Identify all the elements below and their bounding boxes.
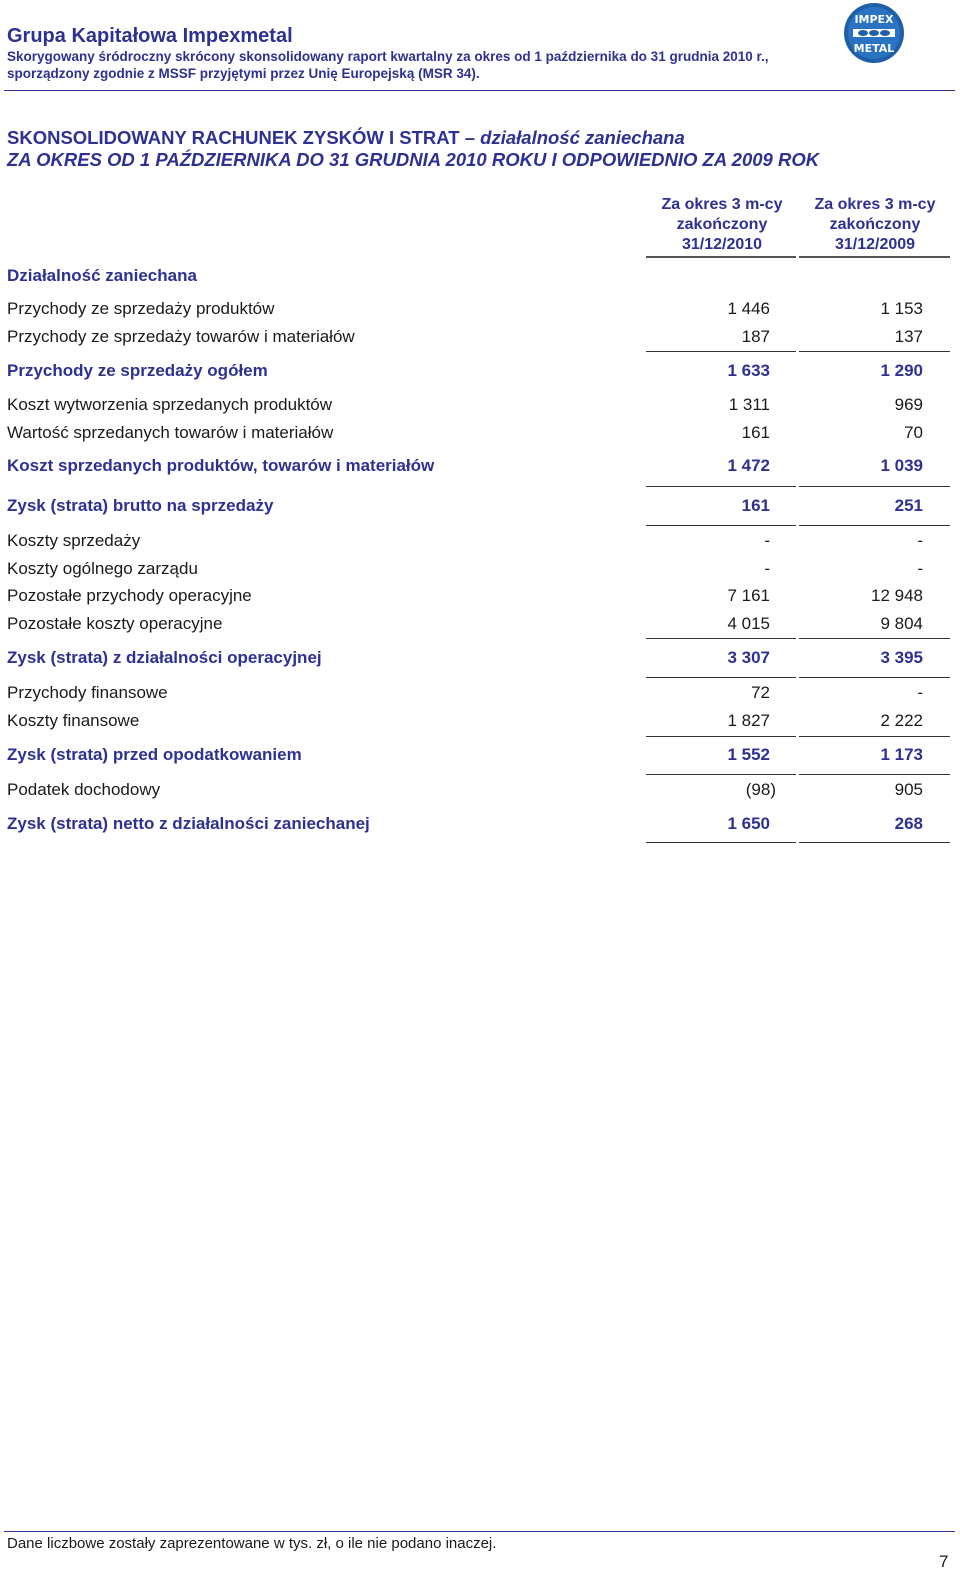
row-value-2010: 1 311 (728, 395, 770, 414)
row-label: Koszt sprzedanych produktów, towarów i materiałów (7, 456, 435, 475)
row-value-2010: 161 (741, 423, 770, 442)
column-header-line: zakończony (676, 216, 768, 233)
logo-text-top: IMPEX (854, 13, 894, 26)
row-value-2009: 969 (894, 395, 923, 414)
column-header-underline (646, 256, 796, 258)
row-value-2010: 1 827 (727, 711, 770, 730)
row-value-2010: 4 015 (727, 614, 770, 633)
company-name: Grupa Kapitałowa Impexmetal (7, 25, 293, 47)
subtotal-rule (799, 774, 950, 775)
row-label: Przychody finansowe (7, 683, 168, 702)
row-label: Zysk (strata) brutto na sprzedaży (7, 496, 274, 515)
subtotal-rule (646, 638, 796, 639)
impexmetal-logo (843, 2, 905, 64)
report-subtitle-line2: sporządzony zgodnie z MSSF przyjętymi przez Unię Europejską (MSR 34). (7, 66, 480, 81)
table-row (0, 613, 960, 635)
row-value-2009: 251 (894, 496, 923, 515)
row-value-2009: 1 173 (880, 745, 923, 764)
row-value-2010: 1 472 (727, 456, 770, 475)
column-header-line: Za okres 3 m-cy (661, 196, 783, 213)
row-value-2010: 1 650 (727, 814, 770, 833)
table-row (0, 530, 960, 552)
subtotal-rule (646, 677, 796, 678)
row-value-2009: 70 (904, 423, 923, 442)
title-line-2: ZA OKRES OD 1 PAŹDZIERNIKA DO 31 GRUDNIA 2010 ROKU I ODPOWIEDNIO ZA 2009 ROK (7, 149, 820, 170)
total-rule (646, 842, 796, 843)
subtotal-rule (799, 677, 950, 678)
table-row-total (0, 813, 960, 835)
row-value-2009: - (917, 683, 923, 702)
row-value-2009: 1 153 (880, 299, 923, 318)
row-label: Przychody ze sprzedaży towarów i materiałów (7, 327, 355, 346)
row-label: Wartość sprzedanych towarów i materiałów (7, 423, 334, 442)
table-row (0, 298, 960, 320)
row-value-2010: 161 (741, 496, 770, 515)
row-value-2010: - (764, 559, 770, 578)
row-value-2009: 1 290 (880, 361, 923, 380)
column-header-2009 (799, 195, 951, 255)
table-row-subtotal (0, 455, 960, 477)
row-value-2009: 12 948 (871, 586, 923, 605)
column-header-line: 31/12/2010 (681, 236, 763, 253)
row-value-2010: 1 446 (727, 299, 770, 318)
table-row-subtotal (0, 495, 960, 517)
row-value-2009: 3 395 (880, 648, 923, 667)
row-value-2009: 137 (894, 327, 923, 346)
table-row (0, 682, 960, 704)
row-value-2010: 1 633 (727, 361, 770, 380)
table-row (0, 394, 960, 416)
table-row-subtotal (0, 744, 960, 766)
column-header-line: zakończony (829, 216, 921, 233)
row-label: Koszt wytworzenia sprzedanych produktów (7, 395, 333, 414)
row-label: Podatek dochodowy (7, 780, 161, 799)
row-value-2010: 72 (751, 683, 770, 702)
subtotal-rule (799, 638, 950, 639)
subtotal-rule (646, 351, 796, 352)
table-row (0, 558, 960, 580)
table-row (0, 326, 960, 348)
subtotal-rule (646, 774, 796, 775)
row-label: Koszty sprzedaży (7, 531, 141, 550)
row-value-2010: (98) (745, 780, 776, 799)
row-value-2009: 905 (894, 780, 923, 799)
row-label: Koszty finansowe (7, 711, 140, 730)
column-header-underline (799, 256, 950, 258)
row-value-2010: 7 161 (727, 586, 770, 605)
title-main: SKONSOLIDOWANY RACHUNEK ZYSKÓW I STRAT – (7, 127, 476, 148)
report-header (7, 24, 827, 82)
table-row-subtotal (0, 647, 960, 669)
section-label: Działalność zaniechana (7, 266, 197, 285)
logo-text-bottom: METAL (853, 42, 895, 55)
row-label: Koszty ogólnego zarządu (7, 559, 198, 578)
title-qualifier: działalność zaniechana (480, 127, 685, 148)
row-value-2010: 187 (741, 327, 770, 346)
table-row (0, 779, 960, 801)
row-label: Pozostałe przychody operacyjne (7, 586, 252, 605)
row-value-2009: 1 039 (880, 456, 923, 475)
table-row (0, 422, 960, 444)
row-value-2009: 2 222 (880, 711, 923, 730)
row-label: Zysk (strata) netto z działalności zaniechanej (7, 814, 370, 833)
row-label: Zysk (strata) z działalności operacyjnej (7, 648, 322, 667)
total-rule (799, 842, 950, 843)
row-label: Pozostałe koszty operacyjne (7, 614, 223, 633)
row-label: Przychody ze sprzedaży ogółem (7, 361, 268, 380)
row-label: Przychody ze sprzedaży produktów (7, 299, 275, 318)
table-row (0, 710, 960, 732)
subtotal-rule (799, 736, 950, 737)
table-row (0, 585, 960, 607)
statement-title (7, 127, 819, 171)
row-value-2009: - (917, 559, 923, 578)
row-value-2010: 3 307 (727, 648, 770, 667)
page-number: 7 (939, 1552, 949, 1571)
row-value-2009: - (917, 531, 923, 550)
header-divider (4, 90, 955, 91)
table-row-subtotal (0, 360, 960, 382)
subtotal-rule (646, 486, 796, 487)
footer-divider (4, 1531, 955, 1532)
row-value-2009: 9 804 (880, 614, 923, 633)
row-label: Zysk (strata) przed opodatkowaniem (7, 745, 302, 764)
column-header-2010 (646, 195, 798, 255)
subtotal-rule (799, 525, 950, 526)
report-subtitle-line1: Skorygowany śródroczny skrócony skonsolidowany raport kwartalny za okres od 1 października do 31 grudnia 2010 r., (7, 49, 769, 64)
title-line-1 (7, 127, 819, 149)
row-value-2010: - (764, 531, 770, 550)
subtotal-rule (646, 525, 796, 526)
footer-note: Dane liczbowe zostały zaprezentowane w tys. zł, o ile nie podano inaczej. (7, 1535, 497, 1552)
subtotal-rule (646, 736, 796, 737)
row-value-2009: 268 (894, 814, 923, 833)
row-value-2010: 1 552 (727, 745, 770, 764)
column-header-line: 31/12/2009 (834, 236, 916, 253)
subtotal-rule (799, 486, 950, 487)
column-header-line: Za okres 3 m-cy (814, 196, 936, 213)
subtotal-rule (799, 351, 950, 352)
